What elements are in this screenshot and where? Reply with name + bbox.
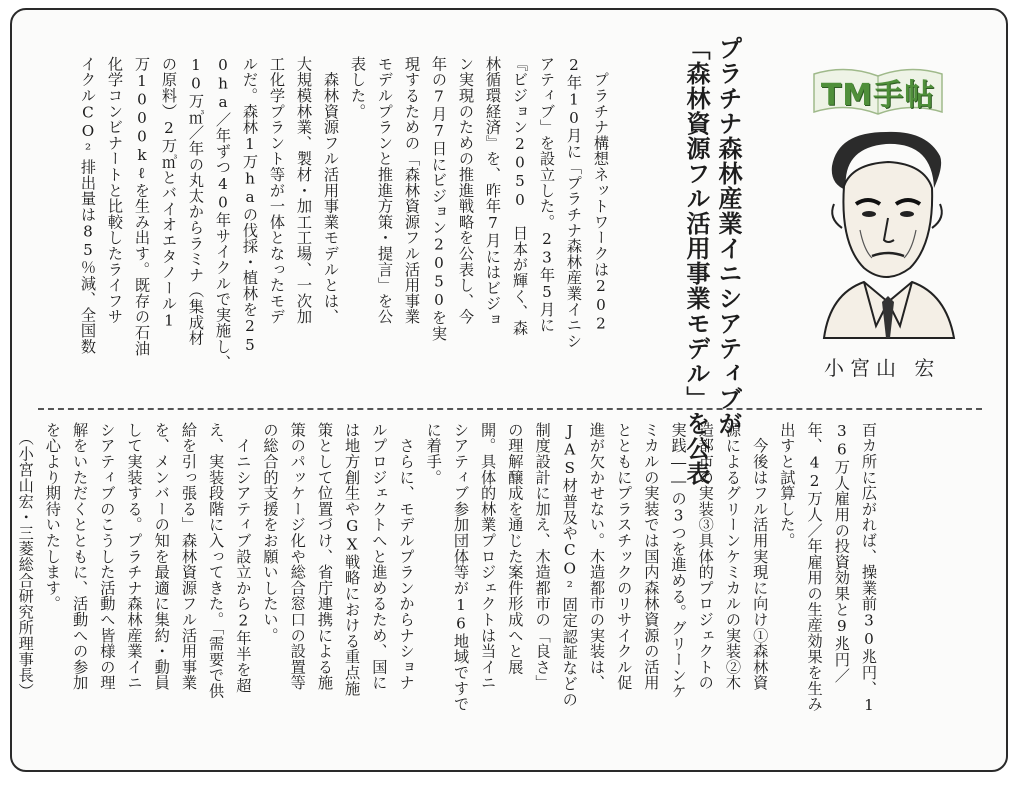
column-badge <box>806 64 950 118</box>
text-line: さらに、モデルプランからナショナ <box>397 422 416 691</box>
text-line: 万1000kℓを生み出す。既存の石油 <box>133 56 151 357</box>
text-line: ルプロジェクトへと進めるため、国に <box>370 422 389 691</box>
text-line: 給を引っ張る」森林資源フル活用事業 <box>179 422 198 691</box>
text-line: モデルプランと推進方策・提言」を公 <box>376 56 394 325</box>
text-line: 0ha／年ずつ40年サイクルで実施し、 <box>214 56 232 371</box>
text-line: ン実現のための推進戦略を公表し、今 <box>457 56 475 325</box>
text-line: 化学コンビナートと比較したライフサ <box>106 56 124 325</box>
text-line: 『ビジョン2050 日本が輝く、森 <box>511 56 529 336</box>
text-line: を心より期待いたします。 <box>43 422 62 612</box>
text-line: 策として位置づけ、省庁連携による施 <box>315 422 334 691</box>
text-line: 制度設計に加え、木造都市の「良さ」 <box>533 422 552 691</box>
text-line: 実践――の3つを進める。グリーンケ <box>669 422 688 699</box>
article-body-lower <box>16 422 882 744</box>
text-line: 出すと試算した。 <box>778 422 797 549</box>
text-line: 大規模林業、製材・加工工場、一次加 <box>295 56 313 325</box>
text-line: 森林資源フル活用事業モデルとは、 <box>322 56 340 325</box>
text-line: え、実装段階に入ってきた。「需要で供 <box>207 422 226 699</box>
text-line: を、メンバーの知を最適に集約・動員 <box>152 422 171 691</box>
text-line: して実装する。プラチナ森林産業イニ <box>125 422 144 691</box>
text-line: の理解醸成を通じた案件形成へと展 <box>506 422 525 675</box>
text-line: 百カ所に広がれば、操業前30兆円、1 <box>860 422 878 715</box>
article-body-upper <box>56 56 614 404</box>
text-line: 年の7月7日にビジョン2050を実 <box>430 56 448 342</box>
text-line: イニシアティブ設立から2年半を超 <box>234 422 253 694</box>
text-line: JAS材普及やCO²固定認証などの <box>560 422 579 708</box>
text-line: の総合的支援をお願いしたい。 <box>261 422 280 644</box>
text-line: に着手。 <box>424 422 443 486</box>
headline-line: プラチナ森林産業イニシアティブが <box>714 36 742 436</box>
author-signature: 小宮山 宏 <box>824 356 941 380</box>
text-line: 進が欠かせない。木造都市の実装は、 <box>587 422 606 691</box>
text-line: 現するための「森林資源フル活用事業 <box>403 56 421 325</box>
text-line: は地方創生やGX戦略における重点施 <box>343 422 362 697</box>
text-line: ミカルの実装では国内森林資源の活用 <box>642 422 661 691</box>
text-line: 策のパッケージ化や総合窓口の設置等 <box>288 422 307 691</box>
headline-line: 「森林資源フル活用事業モデル」を公表 <box>682 36 710 486</box>
text-line: 10万㎥／年の丸太からラミナ（集成材 <box>187 56 205 346</box>
text-line: 造都市の実装③具体的プロジェクトの <box>696 422 715 691</box>
text-line: 林循環経済』を、昨年7月にはビジョ <box>484 56 502 328</box>
text-line: 2年10月に「プラチナ森林産業イニシ <box>565 56 583 349</box>
text-line: の原料）2万㎥とバイオエタノール1 <box>160 56 178 331</box>
text-line: （小宮山宏・三菱総合研究所理事長） <box>16 422 35 699</box>
author-portrait-illustration <box>794 126 980 338</box>
text-line: 源によるグリーンケミカルの実装②木 <box>723 422 742 691</box>
text-line: 工化学プラント等が一体となったモデ <box>268 56 286 325</box>
text-line: アティブ」を設立した。23年5月に <box>538 56 556 333</box>
text-line: 表した。 <box>349 56 367 120</box>
text-line: シアティブのこうした活動へ皆様の理 <box>98 422 117 691</box>
text-line: イクルCO²排出量は85％減、全国数 <box>79 56 97 355</box>
section-divider <box>38 408 982 410</box>
column-badge-text: TM手帖 <box>820 78 936 113</box>
column-header <box>762 34 982 404</box>
text-line: 年、42万人／年雇用の生産効果を生み <box>805 422 824 712</box>
text-line: とともにプラスチックのリサイクル促 <box>615 422 634 691</box>
text-line: 36万人雇用の投資効果と9兆円／ <box>832 422 851 684</box>
text-line: シアティブ参加団体等が16地域ですで <box>451 422 470 712</box>
text-line: ルだ。森林1万haの伐採・植林を25 <box>241 56 259 355</box>
article-headline <box>680 36 744 486</box>
text-line: 開。具体的林業プロジェクトは当イニ <box>479 422 498 691</box>
text-line: プラチナ構想ネットワークは202 <box>592 56 610 333</box>
text-line: 解をいただくとともに、活動への参加 <box>71 422 90 691</box>
article-frame <box>10 8 1008 772</box>
text-line: 今後はフル活用実現に向け①森林資 <box>751 422 770 691</box>
